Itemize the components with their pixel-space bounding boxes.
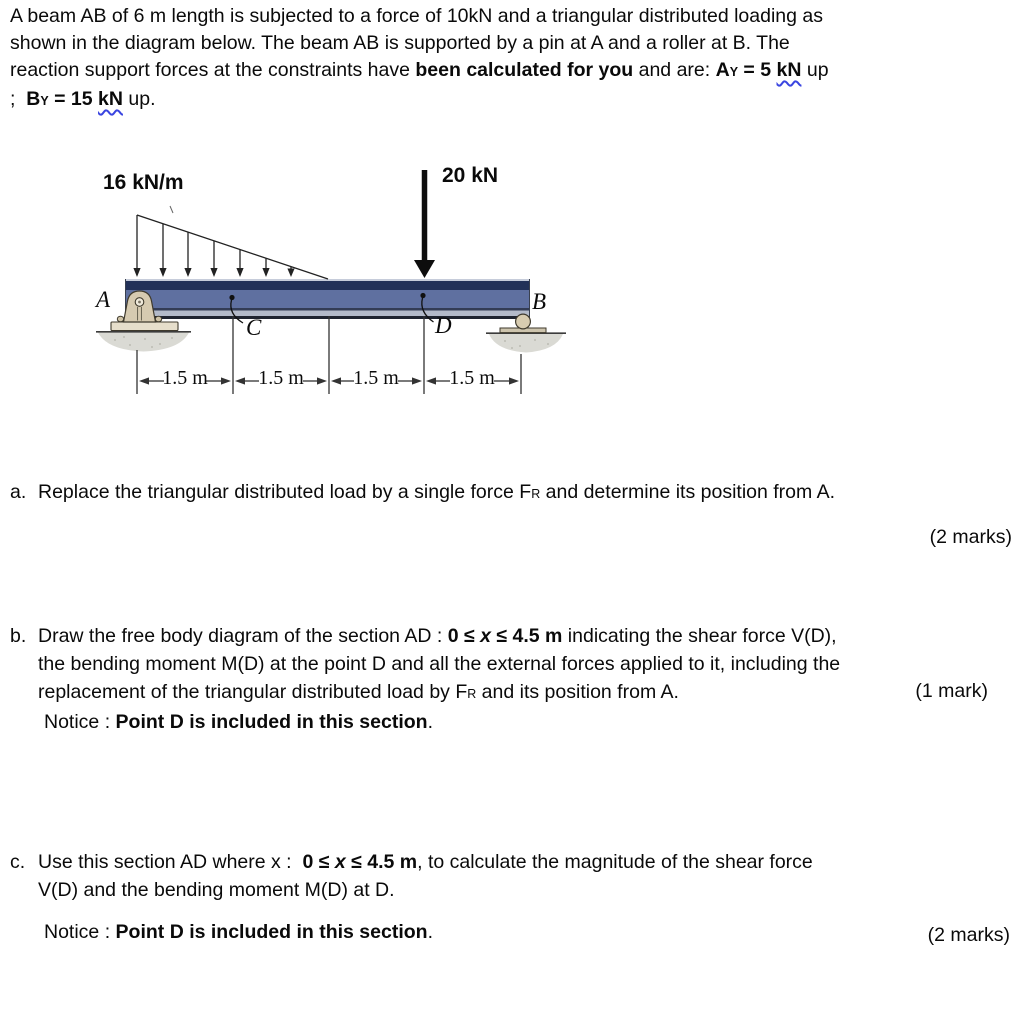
question-b-marker: b. [10, 625, 27, 647]
intro-paragraph [10, 3, 829, 115]
distributed-load-label: 16 kN/m [103, 171, 184, 194]
question-c-line-2: V(D) and the bending moment M(D) at D. [38, 879, 395, 901]
question-b-notice: Notice : Point D is included in this section. [44, 711, 433, 733]
support-b-label: B [532, 289, 547, 314]
point-c-label: C [246, 315, 262, 340]
intro-line-2: shown in the diagram below. The beam AB is supported by a pin at A and a roller at B. The [10, 32, 790, 54]
intro-line-3: reaction support forces at the constraints have been calculated for you and are: AY = 5 kN up [10, 59, 829, 81]
intro-line-4: ; BY = 15 kN up. [10, 88, 156, 110]
point-c-marker [229, 295, 243, 323]
dimension-label-2: 1.5 m [258, 367, 304, 389]
question-a-text: Replace the triangular distributed load by a single force FR and determine its position from A. [38, 481, 836, 503]
dimension-label-4: 1.5 m [449, 367, 495, 389]
question-b-line-1: Draw the free body diagram of the section AD : 0 ≤ x ≤ 4.5 m indicating the shear force V(D), [38, 625, 837, 647]
question-a [10, 479, 835, 508]
intro-line-1: A beam AB of 6 m length is subjected to a force of 10kN and a triangular distributed loading as [10, 5, 823, 27]
point-d-label: D [435, 313, 452, 338]
question-b [10, 622, 840, 736]
question-b-line-2: the bending moment M(D) at the point D and all the external forces applied to it, including the [38, 653, 841, 675]
point-force-label: 20 kN [442, 164, 499, 187]
dimension-label-1: 1.5 m [162, 367, 208, 389]
question-c-line-1: Use this section AD where x : 0 ≤ x ≤ 4.5 m, to calculate the magnitude of the shear force [38, 851, 813, 873]
question-a-marker: a. [10, 481, 27, 503]
question-c [10, 848, 813, 904]
question-b-marks: (1 mark) [915, 680, 988, 702]
beam-diagram [0, 150, 640, 410]
question-b-line-3: replacement of the triangular distributed load by FR and its position from A. [38, 681, 679, 703]
distributed-load-icon [133, 206, 328, 279]
roller-support-icon [486, 314, 566, 352]
force-arrow-icon [414, 170, 435, 278]
pin-support-icon [96, 291, 191, 352]
question-c-marker: c. [10, 851, 26, 873]
question-c-marks: (2 marks) [927, 924, 1010, 946]
dimension-label-3: 1.5 m [353, 367, 399, 389]
question-a-marks: (2 marks) [929, 526, 1012, 548]
support-a-label: A [96, 287, 111, 312]
question-c-notice: Notice : Point D is included in this section. [44, 921, 433, 943]
point-d-marker [420, 293, 433, 322]
